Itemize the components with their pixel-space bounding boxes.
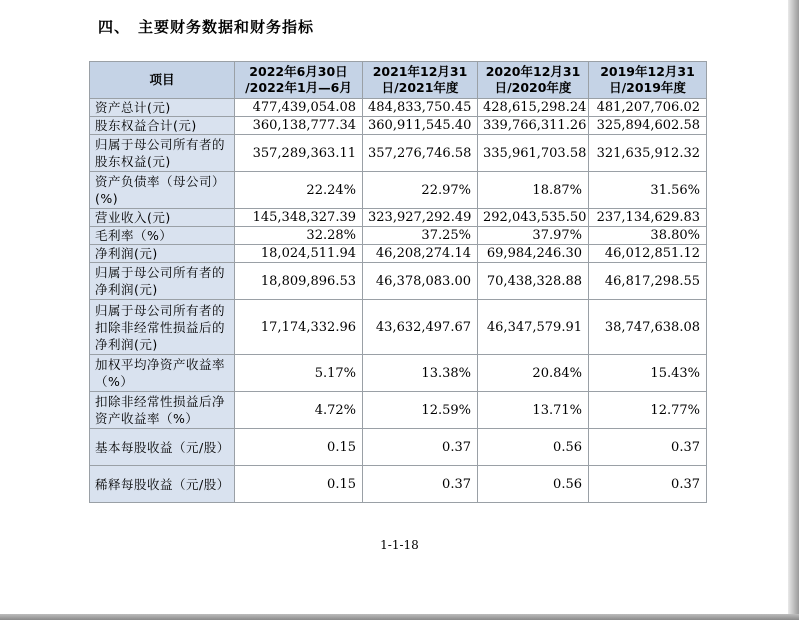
cell-value: 4.72% — [235, 392, 363, 429]
header-2020: 2020年12月31 日/2020年度 — [478, 62, 589, 99]
cell-value: 0.37 — [589, 466, 707, 503]
cell-value: 481,207,706.02 — [589, 99, 707, 117]
cell-value: 20.84% — [478, 355, 589, 392]
cell-value: 0.15 — [235, 466, 363, 503]
cell-value: 43,632,497.67 — [363, 300, 478, 355]
cell-value: 0.37 — [363, 466, 478, 503]
row-label: 资产负债率（母公司）(%) — [90, 172, 235, 209]
cell-value: 339,766,311.26 — [478, 117, 589, 135]
cell-value: 15.43% — [589, 355, 707, 392]
cell-value: 237,134,629.83 — [589, 209, 707, 227]
row-label: 加权平均净资产收益率（%） — [90, 355, 235, 392]
table-row — [90, 245, 707, 263]
cell-value: 70,438,328.88 — [478, 263, 589, 300]
row-label: 基本每股收益（元/股） — [90, 429, 235, 466]
header-2019: 2019年12月31 日/2019年度 — [589, 62, 707, 99]
cell-value: 22.24% — [235, 172, 363, 209]
row-label: 归属于母公司所有者的净利润(元) — [90, 263, 235, 300]
cell-value: 46,378,083.00 — [363, 263, 478, 300]
section-number: 四、 — [98, 18, 131, 36]
cell-value: 46,012,851.12 — [589, 245, 707, 263]
cell-value: 360,911,545.40 — [363, 117, 478, 135]
cell-value: 18,809,896.53 — [235, 263, 363, 300]
row-label: 股东权益合计(元) — [90, 117, 235, 135]
row-label: 资产总计(元) — [90, 99, 235, 117]
cell-value: 325,894,602.58 — [589, 117, 707, 135]
cell-value: 12.59% — [363, 392, 478, 429]
cell-value: 38.80% — [589, 227, 707, 245]
cell-value: 13.38% — [363, 355, 478, 392]
header-item: 项目 — [90, 62, 235, 99]
header-2021: 2021年12月31 日/2021年度 — [363, 62, 478, 99]
table-row — [90, 172, 707, 209]
table-row — [90, 355, 707, 392]
page-number: 1-1-18 — [380, 538, 419, 552]
cell-value: 18,024,511.94 — [235, 245, 363, 263]
table-row — [90, 117, 707, 135]
cell-value: 46,347,579.91 — [478, 300, 589, 355]
table-row — [90, 429, 707, 466]
row-label: 毛利率（%） — [90, 227, 235, 245]
section-title: 主要财务数据和财务指标 — [138, 18, 315, 36]
cell-value: 38,747,638.08 — [589, 300, 707, 355]
row-label: 归属于母公司所有者的股东权益(元) — [90, 135, 235, 172]
section-heading — [98, 16, 314, 37]
cell-value: 46,208,274.14 — [363, 245, 478, 263]
table-header-row — [90, 62, 707, 99]
row-label: 扣除非经常性损益后净资产收益率（%） — [90, 392, 235, 429]
header-2022-h1: 2022年6月30日 /2022年1月—6月 — [235, 62, 363, 99]
cell-value: 37.25% — [363, 227, 478, 245]
cell-value: 335,961,703.58 — [478, 135, 589, 172]
row-label: 营业收入(元) — [90, 209, 235, 227]
cell-value: 46,817,298.55 — [589, 263, 707, 300]
cell-value: 357,276,746.58 — [363, 135, 478, 172]
cell-value: 12.77% — [589, 392, 707, 429]
cell-value: 0.37 — [589, 429, 707, 466]
cell-value: 22.97% — [363, 172, 478, 209]
cell-value: 13.71% — [478, 392, 589, 429]
cell-value: 32.28% — [235, 227, 363, 245]
cell-value: 321,635,912.32 — [589, 135, 707, 172]
table-row — [90, 392, 707, 429]
table-row — [90, 227, 707, 245]
cell-value: 477,439,054.08 — [235, 99, 363, 117]
cell-value: 360,138,777.34 — [235, 117, 363, 135]
cell-value: 428,615,298.24 — [478, 99, 589, 117]
cell-value: 0.56 — [478, 429, 589, 466]
row-label: 稀释每股收益（元/股） — [90, 466, 235, 503]
cell-value: 145,348,327.39 — [235, 209, 363, 227]
table-row — [90, 466, 707, 503]
row-label: 净利润(元) — [90, 245, 235, 263]
page-right-edge — [788, 0, 799, 620]
cell-value: 323,927,292.49 — [363, 209, 478, 227]
page-bottom-edge — [0, 614, 799, 620]
table-row — [90, 209, 707, 227]
row-label: 归属于母公司所有者的扣除非经常性损益后的净利润(元) — [90, 300, 235, 355]
cell-value: 0.37 — [363, 429, 478, 466]
cell-value: 17,174,332.96 — [235, 300, 363, 355]
financial-data-table — [89, 61, 707, 503]
cell-value: 37.97% — [478, 227, 589, 245]
table-row — [90, 135, 707, 172]
table-row — [90, 300, 707, 355]
cell-value: 0.15 — [235, 429, 363, 466]
cell-value: 357,289,363.11 — [235, 135, 363, 172]
cell-value: 484,833,750.45 — [363, 99, 478, 117]
cell-value: 0.56 — [478, 466, 589, 503]
cell-value: 18.87% — [478, 172, 589, 209]
cell-value: 31.56% — [589, 172, 707, 209]
cell-value: 292,043,535.50 — [478, 209, 589, 227]
table-row — [90, 263, 707, 300]
table-row — [90, 99, 707, 117]
cell-value: 69,984,246.30 — [478, 245, 589, 263]
cell-value: 5.17% — [235, 355, 363, 392]
